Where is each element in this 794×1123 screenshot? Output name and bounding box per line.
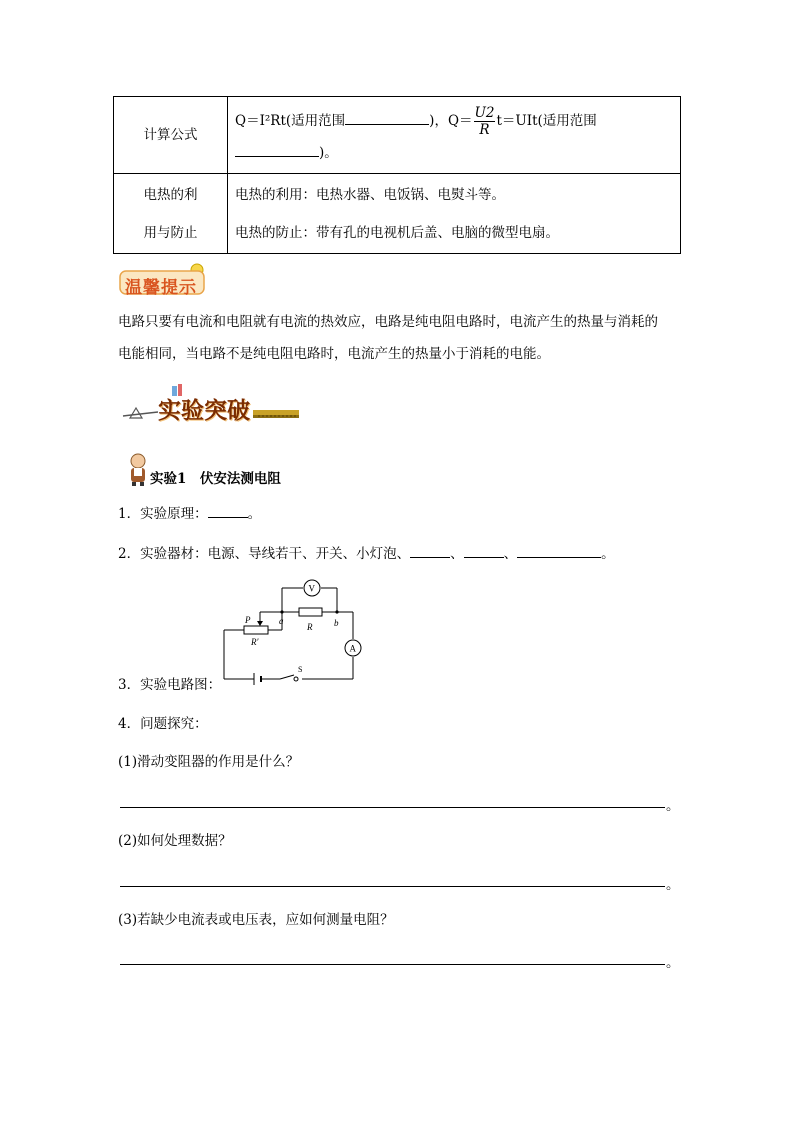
- answer-line-3[interactable]: [120, 964, 665, 965]
- answer-line-1[interactable]: [120, 807, 665, 808]
- rheostat-label: R′: [251, 637, 259, 647]
- tip-text: 电路只要有电流和电阻就有电流的热效应，电路是纯电阻电路时，电流产生的热量与消耗的 电能相同，当电路不是纯电阻电路时，电流产生的热量小于消耗的电能。: [118, 314, 658, 362]
- switch-contact: [294, 677, 298, 681]
- ammeter-label: A: [349, 643, 356, 654]
- item-circuit-label: 3．实验电路图：: [118, 677, 222, 693]
- experiment-title: 实验1 伏安法测电阻: [150, 471, 281, 487]
- blank-q2[interactable]: [235, 156, 319, 157]
- row1-label: 计算公式: [114, 97, 228, 174]
- blank-q1[interactable]: [345, 124, 429, 125]
- table-row: [114, 174, 681, 254]
- answer-line-2[interactable]: [120, 886, 665, 887]
- line2-suffix: )。: [319, 145, 338, 161]
- junction-b: [335, 610, 338, 613]
- tip-badge-text: 温馨提示: [125, 278, 197, 298]
- q1-suffix: )，Q＝: [429, 113, 473, 129]
- blank-principle[interactable]: [208, 517, 248, 518]
- blank-equipment-3[interactable]: [517, 557, 601, 558]
- voltmeter-label: V: [308, 583, 315, 594]
- answer-period-1: 。: [666, 798, 680, 814]
- point-a-label: a: [279, 616, 284, 626]
- item-principle: 1．实验原理： 。: [118, 506, 262, 522]
- slider-label: P: [245, 615, 251, 625]
- switch-label: S: [298, 665, 303, 674]
- formula-table: [113, 96, 681, 254]
- slider-arrow-icon: [257, 621, 263, 626]
- row2-content: [228, 174, 681, 254]
- fraction-u2-r: $\frac{U2}{R}$: [474, 105, 495, 138]
- tip-badge: [117, 262, 209, 296]
- answer-period-3: 。: [666, 955, 680, 971]
- section-banner: [118, 382, 304, 428]
- question-1: (1)滑动变阻器的作用是什么？: [118, 754, 300, 770]
- junction-a: [280, 610, 283, 613]
- question-3: (3)若缺少电流表或电压表，应如何测量电阻？: [118, 912, 394, 928]
- item-questions: 4．问题探究：: [118, 716, 208, 732]
- q1-prefix: Q＝I²Rt(适用范围: [235, 113, 346, 129]
- circuit-diagram: [218, 578, 363, 690]
- answer-period-2: 。: [666, 877, 680, 893]
- blank-equipment-2[interactable]: [464, 557, 504, 558]
- resistor-label: R: [307, 622, 313, 632]
- heat-use: 电热的利用：电热水器、电饭锅、电熨斗等。: [235, 186, 505, 203]
- table-row: [114, 97, 681, 174]
- blank-equipment-1[interactable]: [410, 557, 450, 558]
- banner-title: 实验突破: [158, 398, 250, 424]
- heat-prevent: 电热的防止：带有孔的电视机后盖、电脑的微型电扇。: [235, 224, 559, 241]
- row2-label: 电热的利 用与防止: [114, 174, 228, 254]
- question-2: (2)如何处理数据？: [118, 833, 232, 849]
- q2-suffix: t＝UIt(适用范围: [496, 113, 597, 129]
- row1-content: [228, 97, 681, 174]
- item-equipment: 2．实验器材：电源、导线若干、开关、小灯泡、 、 、 。: [118, 546, 615, 562]
- point-b-label: b: [334, 618, 339, 628]
